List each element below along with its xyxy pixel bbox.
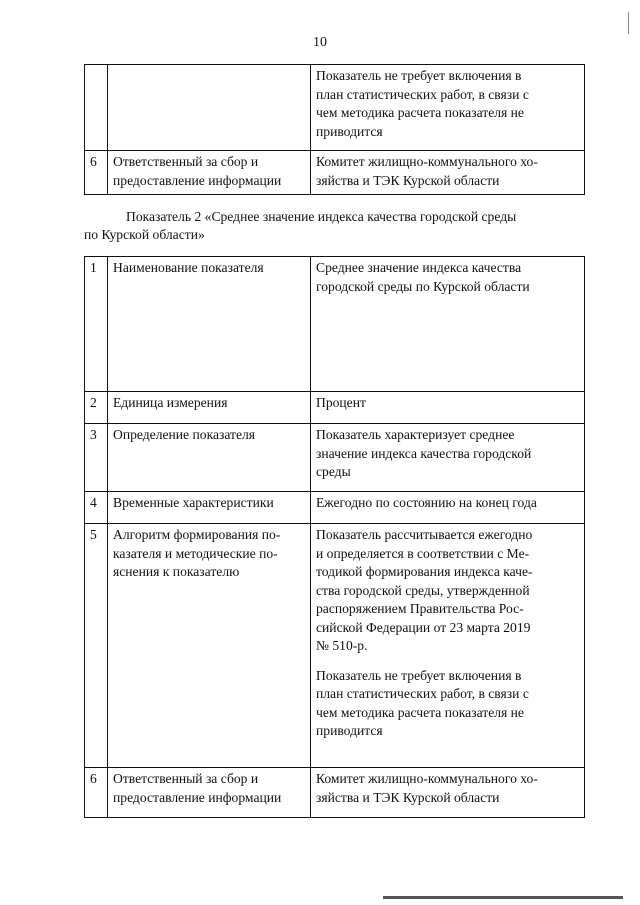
row-number: 5 bbox=[85, 524, 108, 768]
row-number bbox=[85, 65, 108, 151]
row-label: Ответственный за сбор и предоставление информации bbox=[108, 151, 311, 195]
row-value: Показатель характеризует среднее значение индекса качества городской среды bbox=[311, 424, 585, 492]
row-label bbox=[108, 65, 311, 151]
indicator-1-table-continuation bbox=[84, 64, 585, 195]
row-number: 6 bbox=[85, 151, 108, 195]
row-value: Среднее значение индекса качества городской среды по Курской области bbox=[311, 257, 585, 392]
row-label: Определение показателя bbox=[108, 424, 311, 492]
row-value: Процент bbox=[311, 392, 585, 424]
paragraph-gap bbox=[316, 656, 579, 667]
row-value: Показатель не требует включения в план статистических работ, в связи с чем методика расчета показателя не приводится bbox=[311, 65, 585, 151]
indicator-2-heading-line-1: Показатель 2 «Среднее значение индекса качества городской среды bbox=[126, 209, 517, 224]
table-row bbox=[85, 65, 585, 151]
table-row bbox=[85, 151, 585, 195]
row-value-paragraph-1: Показатель рассчитывается ежегодно и определяется в соответствии с Ме- тодикой формирования индекса каче- ства городской среды, утвержденной распоряжением Правительства Рос- сийской Федерации от 23 марта 2019 № 510-р. bbox=[316, 527, 533, 653]
table-row bbox=[85, 768, 585, 818]
row-label: Временные характеристики bbox=[108, 492, 311, 524]
row-number: 3 bbox=[85, 424, 108, 492]
scan-edge-mark bbox=[628, 12, 629, 34]
table-row bbox=[85, 257, 585, 392]
row-value: Комитет жилищно-коммунального хо- зяйства и ТЭК Курской области bbox=[311, 768, 585, 818]
row-value bbox=[311, 524, 585, 768]
row-value: Комитет жилищно-коммунального хо- зяйства и ТЭК Курской области bbox=[311, 151, 585, 195]
row-label: Единица измерения bbox=[108, 392, 311, 424]
table-row bbox=[85, 392, 585, 424]
table-row bbox=[85, 424, 585, 492]
row-number: 2 bbox=[85, 392, 108, 424]
page-number: 10 bbox=[313, 35, 327, 50]
row-label: Ответственный за сбор и предоставление информации bbox=[108, 768, 311, 818]
table-row bbox=[85, 492, 585, 524]
row-value-paragraph-2: Показатель не требует включения в план статистических работ, в связи с чем методика расчета показателя не приводится bbox=[316, 667, 529, 738]
row-number: 6 bbox=[85, 768, 108, 818]
scan-edge-mark bbox=[383, 896, 623, 899]
row-number: 1 bbox=[85, 257, 108, 392]
indicator-2-heading bbox=[84, 208, 585, 244]
indicator-2-table bbox=[84, 256, 585, 818]
row-value: Ежегодно по состоянию на конец года bbox=[311, 492, 585, 524]
table-row bbox=[85, 524, 585, 768]
row-label: Алгоритм формирования по- казателя и методические по- яснения к показателю bbox=[108, 524, 311, 768]
row-label: Наименование показателя bbox=[108, 257, 311, 392]
indicator-2-heading-line-2: по Курской области» bbox=[84, 227, 205, 242]
row-number: 4 bbox=[85, 492, 108, 524]
